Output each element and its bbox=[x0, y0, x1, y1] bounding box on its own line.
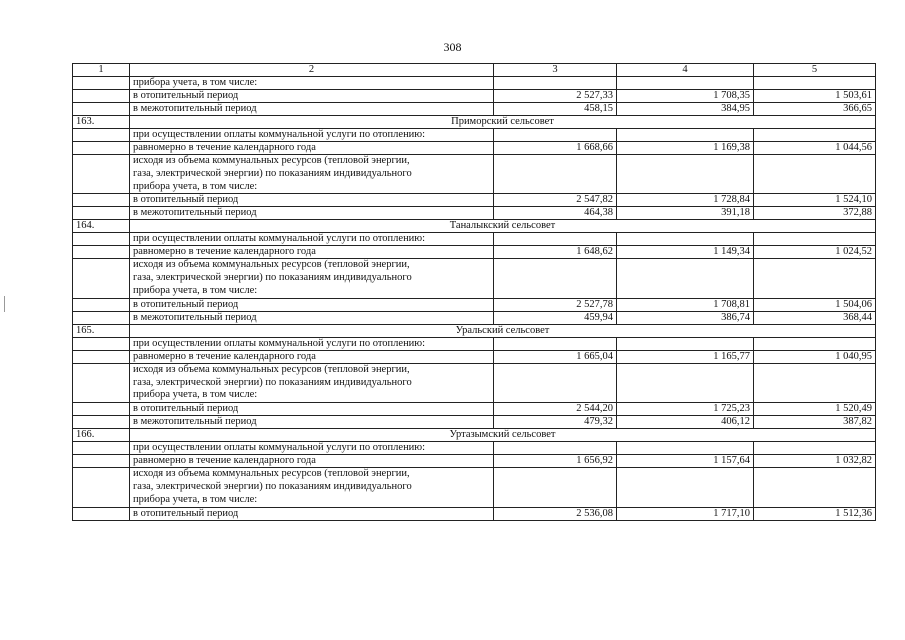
label-line: газа, электрической энергии) по показаниям индивидуального bbox=[133, 167, 412, 179]
subheading-row bbox=[73, 129, 876, 142]
value-col3-empty bbox=[494, 442, 617, 455]
settlement-name: Таналыкский сельсовет bbox=[130, 220, 876, 233]
row-number-empty bbox=[73, 259, 130, 298]
label-line: газа, электрической энергии) по показаниям индивидуального bbox=[133, 480, 412, 492]
value-col3: 2 544,20 bbox=[494, 403, 617, 416]
row-label: в межотопительный период bbox=[130, 311, 494, 324]
row-label: равномерно в течение календарного года bbox=[130, 350, 494, 363]
row-label: в отопительный период bbox=[130, 403, 494, 416]
row-number-empty bbox=[73, 194, 130, 207]
tariff-data-row bbox=[73, 142, 876, 155]
settlement-header-row bbox=[73, 116, 876, 129]
value-col4: 1 717,10 bbox=[617, 507, 754, 520]
value-col5: 1 520,49 bbox=[754, 403, 876, 416]
value-col3-empty bbox=[494, 363, 617, 402]
tariff-data-row bbox=[73, 298, 876, 311]
row-number-empty bbox=[73, 233, 130, 246]
tariff-table bbox=[72, 63, 876, 521]
tariff-data-row bbox=[73, 311, 876, 324]
value-col3: 459,94 bbox=[494, 311, 617, 324]
row-label: при осуществлении оплаты коммунальной услуги по отоплению: bbox=[130, 233, 494, 246]
value-col3: 479,32 bbox=[494, 416, 617, 429]
settlement-name: Уральский сельсовет bbox=[130, 324, 876, 337]
subheading-row bbox=[73, 337, 876, 350]
value-col4: 406,12 bbox=[617, 416, 754, 429]
row-label: в межотопительный период bbox=[130, 103, 494, 116]
value-col5-empty bbox=[754, 233, 876, 246]
value-col4-empty bbox=[617, 233, 754, 246]
label-line: исходя из объема коммунальных ресурсов (тепловой энергии, bbox=[133, 155, 410, 166]
subheading-row bbox=[73, 77, 876, 90]
row-number: 165. bbox=[73, 324, 130, 337]
column-header-1: 1 bbox=[73, 64, 130, 77]
label-line: исходя из объема коммунальных ресурсов (тепловой энергии, bbox=[133, 259, 410, 271]
label-line: газа, электрической энергии) по показаниям индивидуального bbox=[133, 376, 412, 388]
row-label: прибора учета, в том числе: bbox=[130, 77, 494, 90]
settlement-header-row bbox=[73, 429, 876, 442]
multiline-label-row bbox=[73, 468, 876, 507]
settlement-header-row bbox=[73, 324, 876, 337]
row-label: в межотопительный период bbox=[130, 207, 494, 220]
value-col5-empty bbox=[754, 259, 876, 298]
value-col4: 1 169,38 bbox=[617, 142, 754, 155]
value-col4: 1 728,84 bbox=[617, 194, 754, 207]
row-number-empty bbox=[73, 337, 130, 350]
value-col5: 1 040,95 bbox=[754, 350, 876, 363]
value-col3-empty bbox=[494, 77, 617, 90]
value-col5: 366,65 bbox=[754, 103, 876, 116]
value-col5: 1 044,56 bbox=[754, 142, 876, 155]
scan-margin-mark bbox=[4, 296, 5, 312]
value-col5-empty bbox=[754, 468, 876, 507]
value-col5: 1 024,52 bbox=[754, 246, 876, 259]
row-label: равномерно в течение календарного года bbox=[130, 142, 494, 155]
subheading-row bbox=[73, 233, 876, 246]
row-number-empty bbox=[73, 416, 130, 429]
value-col4-empty bbox=[617, 129, 754, 142]
value-col4: 1 157,64 bbox=[617, 455, 754, 468]
value-col5-empty bbox=[754, 129, 876, 142]
value-col5: 1 524,10 bbox=[754, 194, 876, 207]
row-number: 163. bbox=[73, 116, 130, 129]
tariff-data-row bbox=[73, 207, 876, 220]
value-col3-empty bbox=[494, 155, 617, 194]
value-col5: 368,44 bbox=[754, 311, 876, 324]
value-col4: 384,95 bbox=[617, 103, 754, 116]
row-number-empty bbox=[73, 207, 130, 220]
value-col3: 2 547,82 bbox=[494, 194, 617, 207]
value-col4: 386,74 bbox=[617, 311, 754, 324]
label-line: прибора учета, в том числе: bbox=[133, 180, 258, 192]
value-col4: 1 708,35 bbox=[617, 90, 754, 103]
label-line: прибора учета, в том числе: bbox=[133, 389, 258, 401]
row-label: при осуществлении оплаты коммунальной услуги по отоплению: bbox=[130, 129, 494, 142]
value-col4-empty bbox=[617, 442, 754, 455]
value-col5: 1 503,61 bbox=[754, 90, 876, 103]
value-col5: 1 512,36 bbox=[754, 507, 876, 520]
row-number: 164. bbox=[73, 220, 130, 233]
row-label: в отопительный период bbox=[130, 90, 494, 103]
column-header-3: 3 bbox=[494, 64, 617, 77]
tariff-data-row bbox=[73, 103, 876, 116]
row-label-multiline bbox=[130, 259, 494, 298]
value-col5-empty bbox=[754, 363, 876, 402]
label-line: прибора учета, в том числе: bbox=[133, 493, 258, 505]
multiline-label-row bbox=[73, 259, 876, 298]
column-header-5: 5 bbox=[754, 64, 876, 77]
value-col3-empty bbox=[494, 468, 617, 507]
settlement-header-row bbox=[73, 220, 876, 233]
value-col3: 1 665,04 bbox=[494, 350, 617, 363]
column-number-header-row bbox=[73, 64, 876, 77]
value-col4-empty bbox=[617, 259, 754, 298]
row-number-empty bbox=[73, 363, 130, 402]
value-col3: 1 648,62 bbox=[494, 246, 617, 259]
row-number-empty bbox=[73, 77, 130, 90]
tariff-data-row bbox=[73, 416, 876, 429]
row-number-empty bbox=[73, 103, 130, 116]
tariff-data-row bbox=[73, 350, 876, 363]
row-number-empty bbox=[73, 468, 130, 507]
tariff-data-row bbox=[73, 507, 876, 520]
value-col5: 1 032,82 bbox=[754, 455, 876, 468]
value-col4: 1 725,23 bbox=[617, 403, 754, 416]
tariff-data-row bbox=[73, 455, 876, 468]
row-label: равномерно в течение календарного года bbox=[130, 246, 494, 259]
value-col5: 1 504,06 bbox=[754, 298, 876, 311]
row-label: при осуществлении оплаты коммунальной услуги по отоплению: bbox=[130, 337, 494, 350]
value-col5-empty bbox=[754, 442, 876, 455]
row-number-empty bbox=[73, 507, 130, 520]
value-col3: 464,38 bbox=[494, 207, 617, 220]
value-col3-empty bbox=[494, 259, 617, 298]
row-number-empty bbox=[73, 350, 130, 363]
tariff-table-body bbox=[73, 64, 876, 521]
value-col5-empty bbox=[754, 77, 876, 90]
value-col4: 1 708,81 bbox=[617, 298, 754, 311]
row-number-empty bbox=[73, 311, 130, 324]
row-label: в отопительный период bbox=[130, 298, 494, 311]
row-label: равномерно в течение календарного года bbox=[130, 455, 494, 468]
value-col4-empty bbox=[617, 337, 754, 350]
label-line: исходя из объема коммунальных ресурсов (тепловой энергии, bbox=[133, 468, 410, 480]
row-number-empty bbox=[73, 298, 130, 311]
row-number: 166. bbox=[73, 429, 130, 442]
row-number-empty bbox=[73, 155, 130, 194]
row-number-empty bbox=[73, 403, 130, 416]
value-col4-empty bbox=[617, 155, 754, 194]
value-col5-empty bbox=[754, 337, 876, 350]
value-col4: 1 149,34 bbox=[617, 246, 754, 259]
row-number-empty bbox=[73, 129, 130, 142]
value-col3: 458,15 bbox=[494, 103, 617, 116]
value-col3: 1 656,92 bbox=[494, 455, 617, 468]
value-col5-empty bbox=[754, 155, 876, 194]
value-col3-empty bbox=[494, 129, 617, 142]
label-line: газа, электрической энергии) по показаниям индивидуального bbox=[133, 272, 412, 284]
subheading-row bbox=[73, 442, 876, 455]
tariff-data-row bbox=[73, 90, 876, 103]
row-number-empty bbox=[73, 455, 130, 468]
row-label: в отопительный период bbox=[130, 507, 494, 520]
row-number-empty bbox=[73, 442, 130, 455]
value-col4: 391,18 bbox=[617, 207, 754, 220]
tariff-data-row bbox=[73, 246, 876, 259]
value-col5: 372,88 bbox=[754, 207, 876, 220]
value-col4-empty bbox=[617, 363, 754, 402]
row-label-multiline bbox=[130, 363, 494, 402]
value-col4-empty bbox=[617, 468, 754, 507]
value-col3: 2 536,08 bbox=[494, 507, 617, 520]
tariff-data-row bbox=[73, 194, 876, 207]
tariff-data-row bbox=[73, 403, 876, 416]
row-label: в отопительный период bbox=[130, 194, 494, 207]
value-col4: 1 165,77 bbox=[617, 350, 754, 363]
row-label-multiline bbox=[130, 468, 494, 507]
row-label-multiline bbox=[130, 155, 494, 194]
settlement-name: Приморский сельсовет bbox=[130, 116, 876, 129]
row-number-empty bbox=[73, 142, 130, 155]
column-header-2: 2 bbox=[130, 64, 494, 77]
row-label: при осуществлении оплаты коммунальной услуги по отоплению: bbox=[130, 442, 494, 455]
row-number-empty bbox=[73, 90, 130, 103]
page-number: 308 bbox=[443, 40, 462, 54]
value-col3: 1 668,66 bbox=[494, 142, 617, 155]
value-col3: 2 527,78 bbox=[494, 298, 617, 311]
settlement-name: Уртазымский сельсовет bbox=[130, 429, 876, 442]
label-line: прибора учета, в том числе: bbox=[133, 284, 258, 296]
value-col5: 387,82 bbox=[754, 416, 876, 429]
value-col3-empty bbox=[494, 337, 617, 350]
multiline-label-row bbox=[73, 363, 876, 402]
value-col3-empty bbox=[494, 233, 617, 246]
multiline-label-row bbox=[73, 155, 876, 194]
row-number-empty bbox=[73, 246, 130, 259]
row-label: в межотопительный период bbox=[130, 416, 494, 429]
column-header-4: 4 bbox=[617, 64, 754, 77]
label-line: исходя из объема коммунальных ресурсов (тепловой энергии, bbox=[133, 363, 410, 375]
value-col3: 2 527,33 bbox=[494, 90, 617, 103]
value-col4-empty bbox=[617, 77, 754, 90]
